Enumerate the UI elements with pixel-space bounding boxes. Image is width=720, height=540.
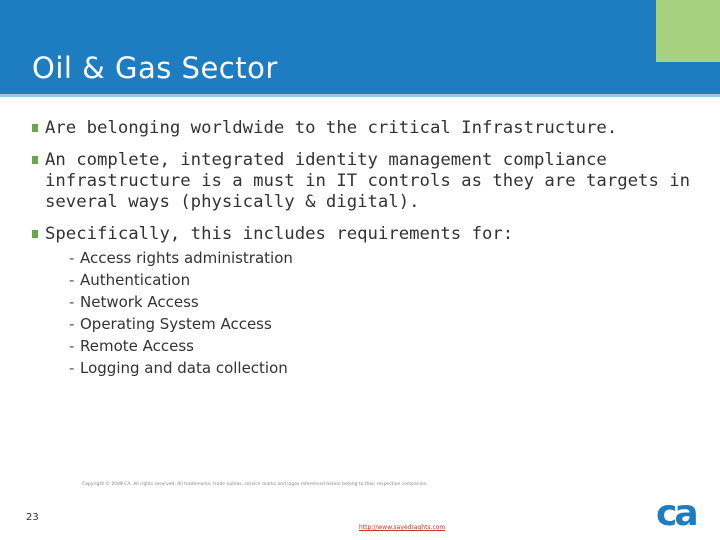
list-item-text: Operating System Access: [80, 315, 272, 333]
decorative-green-square: [656, 0, 720, 62]
list-item-text: Remote Access: [80, 337, 194, 355]
slide-body: [32, 118, 692, 390]
dash-marker: -: [69, 249, 75, 267]
list-item: [69, 269, 692, 291]
bullet-item: [32, 150, 692, 213]
bullet-text: Are belonging worldwide to the critical Infrastructure.: [45, 118, 618, 138]
requirements-list: [69, 247, 692, 379]
list-item-text: Logging and data collection: [80, 359, 288, 377]
banner-rule: [0, 94, 720, 97]
footer-link[interactable]: http://www.sayedraghts.com: [359, 524, 446, 531]
bullet-marker: [32, 156, 38, 164]
page-number: 23: [26, 512, 39, 523]
dash-marker: -: [69, 359, 75, 377]
bullet-text: An complete, integrated identity management compliance infrastructure is a must in IT controls as they are targets in several ways (physically & digital).: [45, 150, 691, 212]
logo-text: ca: [656, 495, 696, 529]
bullet-item: [32, 224, 692, 379]
list-item: [69, 247, 692, 269]
list-item-text: Network Access: [80, 293, 199, 311]
list-item-text: Authentication: [80, 271, 191, 289]
dash-marker: -: [69, 315, 75, 333]
list-item: [69, 335, 692, 357]
ca-logo-icon: [656, 495, 704, 529]
list-item-text: Access rights administration: [80, 249, 293, 267]
list-item: [69, 291, 692, 313]
dash-marker: -: [69, 337, 75, 355]
dash-marker: -: [69, 271, 75, 289]
slide-title: Oil & Gas Sector: [32, 51, 278, 85]
bullet-marker: [32, 124, 38, 132]
copyright-text: Copyright © 2008 CA. All rights reserved. All trademarks, trade names, service marks and logos referenced herein belong to their respective companies.: [82, 482, 428, 487]
bullet-text: Specifically, this includes requirements for:: [45, 224, 514, 244]
bullet-marker: [32, 230, 38, 238]
list-item: [69, 313, 692, 335]
bullet-item: [32, 118, 692, 139]
dash-marker: -: [69, 293, 75, 311]
list-item: [69, 357, 692, 379]
